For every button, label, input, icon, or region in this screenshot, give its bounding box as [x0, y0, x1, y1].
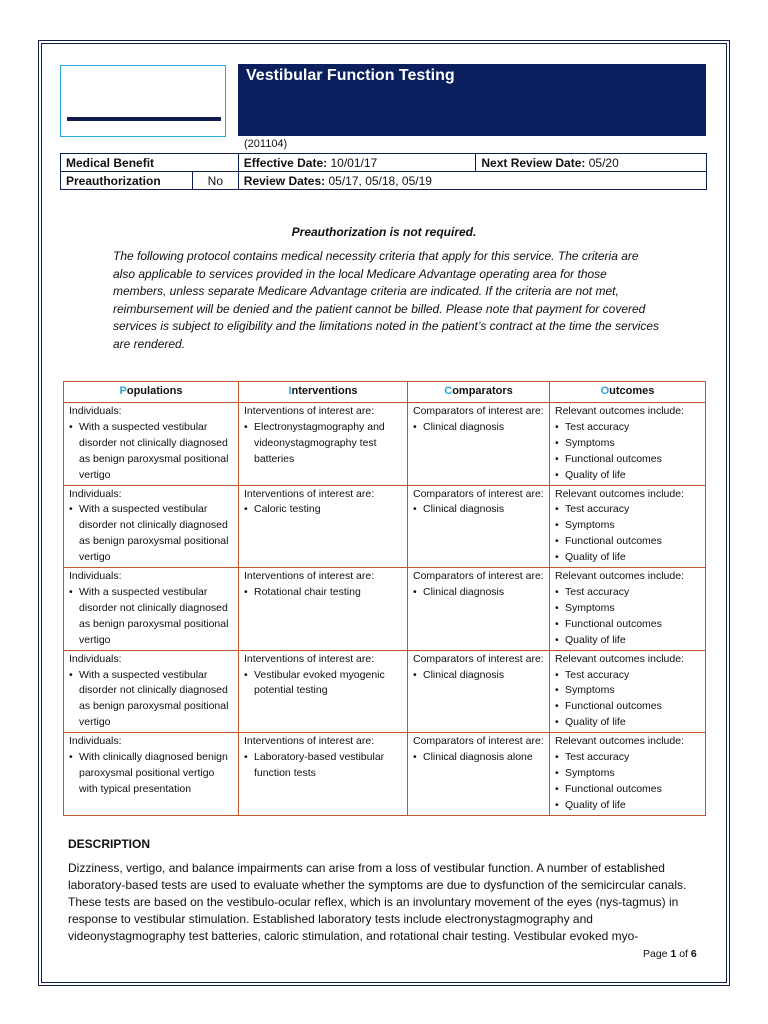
populations-cell-heading: Individuals: — [69, 487, 122, 500]
interventions-cell — [239, 403, 408, 486]
populations-cell — [64, 650, 239, 733]
outcomes-cell — [550, 650, 706, 733]
list-item: • Quality of life — [555, 715, 700, 731]
outcomes-cell — [550, 485, 706, 568]
next-review-cell — [476, 154, 707, 172]
comparators-cell-heading: Comparators of interest are: — [413, 735, 544, 748]
outcomes-cell — [550, 568, 706, 651]
list-item: • Functional outcomes — [555, 452, 700, 468]
list-item: • Caloric testing — [244, 502, 402, 518]
header-outcomes: Outcomes — [550, 382, 706, 403]
comparators-cell-heading: Comparators of interest are: — [413, 487, 544, 500]
comparators-cell — [408, 568, 550, 651]
populations-cell-heading: Individuals: — [69, 652, 122, 665]
list-item: • Quality of life — [555, 633, 700, 649]
interventions-cell-heading: Interventions of interest are: — [244, 570, 375, 583]
header-interventions: Interventions — [239, 382, 408, 403]
list-item: • Vestibular evoked myogenic potential testing — [244, 668, 402, 700]
next-review-value: 05/20 — [588, 155, 619, 170]
list-item: • Clinical diagnosis — [413, 668, 544, 684]
outcomes-cell-heading: Relevant outcomes include: — [555, 735, 684, 748]
review-dates-cell — [238, 172, 706, 190]
interventions-cell — [239, 568, 408, 651]
list-item: • Test accuracy — [555, 420, 700, 436]
table-row — [64, 403, 706, 486]
list-item: • Functional outcomes — [555, 782, 700, 798]
outcomes-cell-heading: Relevant outcomes include: — [555, 570, 684, 583]
list-item: • Symptoms — [555, 518, 700, 534]
logo-placeholder — [60, 65, 226, 137]
populations-cell-heading: Individuals: — [69, 570, 122, 583]
list-item: • Electronystagmography and videonystagmography test batteries — [244, 420, 402, 468]
review-dates-value: 05/17, 05/18, 05/19 — [328, 173, 432, 188]
list-item: • Quality of life — [555, 550, 700, 566]
list-item: • Symptoms — [555, 436, 700, 452]
effective-date-value: 10/01/17 — [330, 155, 378, 170]
list-item: • Test accuracy — [555, 585, 700, 601]
page-current: 1 — [670, 948, 677, 960]
populations-cell — [64, 485, 239, 568]
list-item: • Test accuracy — [555, 750, 700, 766]
table-row — [64, 733, 706, 816]
review-dates-label: Review Dates: — [243, 173, 326, 188]
comparators-cell — [408, 650, 550, 733]
list-item: • Functional outcomes — [555, 699, 700, 715]
preauth-statement: Preauthorization is not required. — [291, 225, 477, 239]
list-item: • Test accuracy — [555, 668, 700, 684]
interventions-cell — [239, 733, 408, 816]
populations-cell — [64, 403, 239, 486]
list-item: • With a suspected vestibular disorder not clinically diagnosed as benign paroxysmal positional vertigo — [69, 668, 233, 732]
list-item: • Clinical diagnosis — [413, 585, 544, 601]
interventions-cell-heading: Interventions of interest are: — [244, 652, 375, 665]
populations-cell — [64, 568, 239, 651]
list-item: • Functional outcomes — [555, 617, 700, 633]
outcomes-cell-heading: Relevant outcomes include: — [555, 487, 684, 500]
comparators-cell — [408, 485, 550, 568]
interventions-cell — [239, 650, 408, 733]
list-item: • Laboratory-based vestibular function tests — [244, 750, 402, 782]
list-item: • Symptoms — [555, 683, 700, 699]
outcomes-cell — [550, 733, 706, 816]
list-item: • Clinical diagnosis — [413, 420, 544, 436]
populations-cell-heading: Individuals: — [69, 405, 122, 417]
policy-info-table — [60, 153, 707, 190]
list-item: • Clinical diagnosis alone — [413, 750, 544, 766]
description-body: Dizziness, vertigo, and balance impairments can arise from a loss of vestibular function. A number of established laboratory-based tests are used to evaluate whether the symptoms are due to dysfunction of the semicircular canals. These tests are based on the vestibulo-ocular reflex, which is an involuntary movement of the eyes (nys-tagmus) in response to vestibular stimulation. Established laboratory tests include electronystagmography and videonystagmography test batteries, caloric stimulation, and rotational chair testing. Vestibular evoked myo- — [68, 861, 687, 943]
list-item: • With a suspected vestibular disorder not clinically diagnosed as benign paroxysmal positional vertigo — [69, 585, 233, 649]
page-label: Page — [643, 948, 668, 960]
list-item: • Symptoms — [555, 766, 700, 782]
medical-benefit-label: Medical Benefit — [61, 154, 239, 172]
comparators-cell-heading: Comparators of interest are: — [413, 570, 544, 583]
outcomes-cell-heading: Relevant outcomes include: — [555, 652, 684, 665]
table-row — [64, 650, 706, 733]
populations-cell — [64, 733, 239, 816]
list-item: • Test accuracy — [555, 502, 700, 518]
list-item: • With a suspected vestibular disorder not clinically diagnosed as benign paroxysmal positional vertigo — [69, 502, 233, 566]
comparators-cell — [408, 403, 550, 486]
page-indicator — [643, 948, 697, 960]
pico-body — [64, 403, 706, 816]
interventions-cell-heading: Interventions of interest are: — [244, 735, 375, 748]
next-review-label: Next Review Date: — [481, 155, 586, 170]
outcomes-cell-heading: Relevant outcomes include: — [555, 405, 684, 417]
list-item: • Quality of life — [555, 468, 700, 484]
list-item: • Functional outcomes — [555, 534, 700, 550]
outcomes-cell — [550, 403, 706, 486]
interventions-cell-heading: Interventions of interest are: — [244, 405, 375, 417]
effective-date-cell — [238, 154, 476, 172]
list-item: • With clinically diagnosed benign paroxysmal positional vertigo with typical presentation — [69, 750, 233, 798]
list-item: • Rotational chair testing — [244, 585, 402, 601]
intro-paragraph: The following protocol contains medical necessity criteria that apply for this service. The criteria are also applicable to services provided in the local Medicare Advantage operating area for those members, unless separate Medicare Advantage criteria are indicated. If the criteria are not met, reimbursement will be denied and the patient cannot be billed. Please note that payment for covered services is subject to eligibility and the limitations noted in the patient’s contract at the time the services are rendered. — [113, 249, 660, 351]
interventions-cell — [239, 485, 408, 568]
logo-bar — [67, 117, 221, 121]
interventions-cell-heading: Interventions of interest are: — [244, 487, 375, 500]
pico-table — [63, 381, 706, 816]
page-total: 6 — [690, 948, 697, 960]
header-populations: Populations — [64, 382, 239, 403]
list-item: • Clinical diagnosis — [413, 502, 544, 518]
populations-cell-heading: Individuals: — [69, 735, 122, 748]
comparators-cell-heading: Comparators of interest are: — [413, 405, 544, 417]
comparators-cell-heading: Comparators of interest are: — [413, 652, 544, 665]
list-item: • With a suspected vestibular disorder not clinically diagnosed as benign paroxysmal positional vertigo — [69, 420, 233, 484]
preauth-label: Preauthorization — [61, 172, 193, 190]
effective-date-label: Effective Date: — [243, 155, 328, 170]
page-of: of — [679, 948, 688, 960]
description-heading: DESCRIPTION — [68, 837, 151, 851]
list-item: • Quality of life — [555, 798, 700, 814]
preauth-value: No — [192, 172, 238, 190]
document-title: Vestibular Function Testing — [246, 67, 455, 84]
list-item: • Symptoms — [555, 601, 700, 617]
table-row — [64, 485, 706, 568]
header-comparators: Comparators — [408, 382, 550, 403]
table-row — [64, 568, 706, 651]
policy-number: (201104) — [244, 138, 288, 150]
comparators-cell — [408, 733, 550, 816]
title-band — [238, 64, 706, 136]
